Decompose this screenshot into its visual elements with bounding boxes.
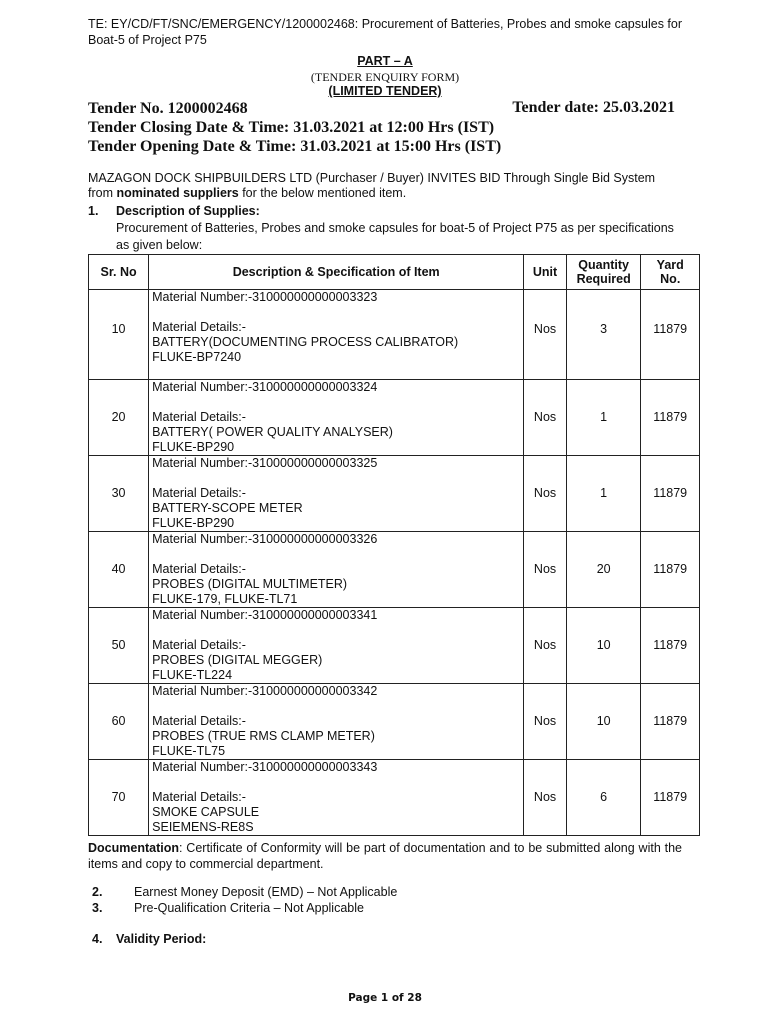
col-unit: Unit <box>524 255 567 290</box>
material-model: FLUKE-TL75 <box>152 744 226 758</box>
cell-sr-no: 10 <box>89 290 149 380</box>
col-sr-no: Sr. No <box>89 255 149 290</box>
table-row <box>89 684 700 760</box>
material-model: SEIEMENS-RE8S <box>152 820 254 834</box>
cell-unit: Nos <box>524 456 567 532</box>
material-item: BATTERY-SCOPE METER <box>152 501 303 515</box>
cell-sr-no: 20 <box>89 380 149 456</box>
cell-quantity: 10 <box>566 684 641 760</box>
section-3: 3. Pre-Qualification Criteria – Not Applicable <box>92 901 364 915</box>
cell-sr-no: 60 <box>89 684 149 760</box>
cell-unit: Nos <box>524 608 567 684</box>
reference-line-1: TE: EY/CD/FT/SNC/EMERGENCY/1200002468: Procurement of Batteries, Probes and smoke capsules for <box>88 17 683 31</box>
page-number: Page 1 of 28 <box>348 992 422 1004</box>
cell-yard-no: 11879 <box>641 380 700 456</box>
material-details-label: Material Details:- <box>152 714 246 728</box>
col-description: Description & Specification of Item <box>149 255 524 290</box>
tender-opening: Tender Opening Date & Time: 31.03.2021 at 15:00 Hrs (IST) <box>88 138 502 155</box>
material-item: PROBES (DIGITAL MULTIMETER) <box>152 577 348 591</box>
cell-sr-no: 50 <box>89 608 149 684</box>
material-details-label: Material Details:- <box>152 562 246 576</box>
section-2: 2. Earnest Money Deposit (EMD) – Not Applicable <box>92 885 398 899</box>
material-number: Material Number:-310000000000003343 <box>152 760 378 774</box>
cell-yard-no: 11879 <box>641 760 700 836</box>
cell-description <box>149 684 524 760</box>
cell-quantity: 20 <box>566 532 641 608</box>
cell-description <box>149 290 524 380</box>
cell-description <box>149 760 524 836</box>
material-model: FLUKE-179, FLUKE-TL71 <box>152 592 298 606</box>
cell-description <box>149 380 524 456</box>
cell-unit: Nos <box>524 684 567 760</box>
intro-line-2: from nominated suppliers for the below mentioned item. <box>88 186 407 200</box>
material-item: PROBES (DIGITAL MEGGER) <box>152 653 323 667</box>
part-subtitle: (TENDER ENQUIRY FORM) <box>310 70 460 84</box>
cell-quantity: 6 <box>566 760 641 836</box>
cell-description <box>149 456 524 532</box>
material-item: BATTERY( POWER QUALITY ANALYSER) <box>152 425 393 439</box>
tender-closing: Tender Closing Date & Time: 31.03.2021 at 12:00 Hrs (IST) <box>88 119 495 136</box>
supplies-table <box>88 254 700 836</box>
material-number: Material Number:-310000000000003324 <box>152 380 378 394</box>
material-details-label: Material Details:- <box>152 486 246 500</box>
material-model: FLUKE-TL224 <box>152 668 233 682</box>
material-details-label: Material Details:- <box>152 320 246 334</box>
material-model: FLUKE-BP7240 <box>152 350 242 364</box>
material-number: Material Number:-310000000000003325 <box>152 456 378 470</box>
material-number: Material Number:-310000000000003342 <box>152 684 378 698</box>
section-1-line-2: as given below: <box>116 238 203 252</box>
table-row <box>89 608 700 684</box>
cell-sr-no: 30 <box>89 456 149 532</box>
cell-quantity: 1 <box>566 456 641 532</box>
intro-line-1: MAZAGON DOCK SHIPBUILDERS LTD (Purchaser / Buyer) INVITES BID Through Single Bid System <box>88 171 656 185</box>
cell-quantity: 1 <box>566 380 641 456</box>
material-number: Material Number:-310000000000003323 <box>152 290 378 304</box>
tender-number: Tender No. 1200002468 <box>88 100 248 117</box>
cell-description <box>149 608 524 684</box>
material-model: FLUKE-BP290 <box>152 440 235 454</box>
material-item: BATTERY(DOCUMENTING PROCESS CALIBRATOR) <box>152 335 459 349</box>
material-details-label: Material Details:- <box>152 790 246 804</box>
table-header-row <box>89 255 700 290</box>
table-row <box>89 290 700 380</box>
part-title: PART – A <box>357 54 413 68</box>
section-1-body <box>116 220 691 254</box>
cell-description <box>149 532 524 608</box>
tender-date: Tender date: 25.03.2021 <box>512 99 675 116</box>
cell-quantity: 3 <box>566 290 641 380</box>
table-row <box>89 760 700 836</box>
material-number: Material Number:-310000000000003341 <box>152 608 378 622</box>
table-row <box>89 380 700 456</box>
section-4-heading: 4. Validity Period: <box>92 932 207 946</box>
material-details-label: Material Details:- <box>152 410 246 424</box>
col-yard-no: Yard No. <box>641 255 700 290</box>
cell-sr-no: 40 <box>89 532 149 608</box>
section-1-heading: 1. Description of Supplies: <box>88 204 260 218</box>
cell-unit: Nos <box>524 290 567 380</box>
cell-quantity: 10 <box>566 608 641 684</box>
material-number: Material Number:-310000000000003326 <box>152 532 378 546</box>
cell-yard-no: 11879 <box>641 684 700 760</box>
cell-yard-no: 11879 <box>641 532 700 608</box>
material-details-label: Material Details:- <box>152 638 246 652</box>
material-item: SMOKE CAPSULE <box>152 805 260 819</box>
table-row <box>89 532 700 608</box>
tender-reference-header <box>88 16 698 48</box>
cell-sr-no: 70 <box>89 760 149 836</box>
table-row <box>89 456 700 532</box>
tender-type: (LIMITED TENDER) <box>328 84 442 98</box>
material-item: PROBES (TRUE RMS CLAMP METER) <box>152 729 375 743</box>
col-quantity: Quantity Required <box>566 255 641 290</box>
material-model: FLUKE-BP290 <box>152 516 235 530</box>
section-1-line-1: Procurement of Batteries, Probes and smoke capsules for boat-5 of Project P75 as per specifications <box>116 221 674 235</box>
cell-yard-no: 11879 <box>641 290 700 380</box>
cell-unit: Nos <box>524 532 567 608</box>
cell-unit: Nos <box>524 760 567 836</box>
cell-yard-no: 11879 <box>641 608 700 684</box>
cell-yard-no: 11879 <box>641 456 700 532</box>
intro-paragraph <box>88 171 688 201</box>
reference-line-2: Boat-5 of Project P75 <box>88 33 207 47</box>
cell-unit: Nos <box>524 380 567 456</box>
documentation-note: Documentation: Certificate of Conformity will be part of documentation and to be submitted along with the items and copy to commercial department. <box>88 841 682 871</box>
